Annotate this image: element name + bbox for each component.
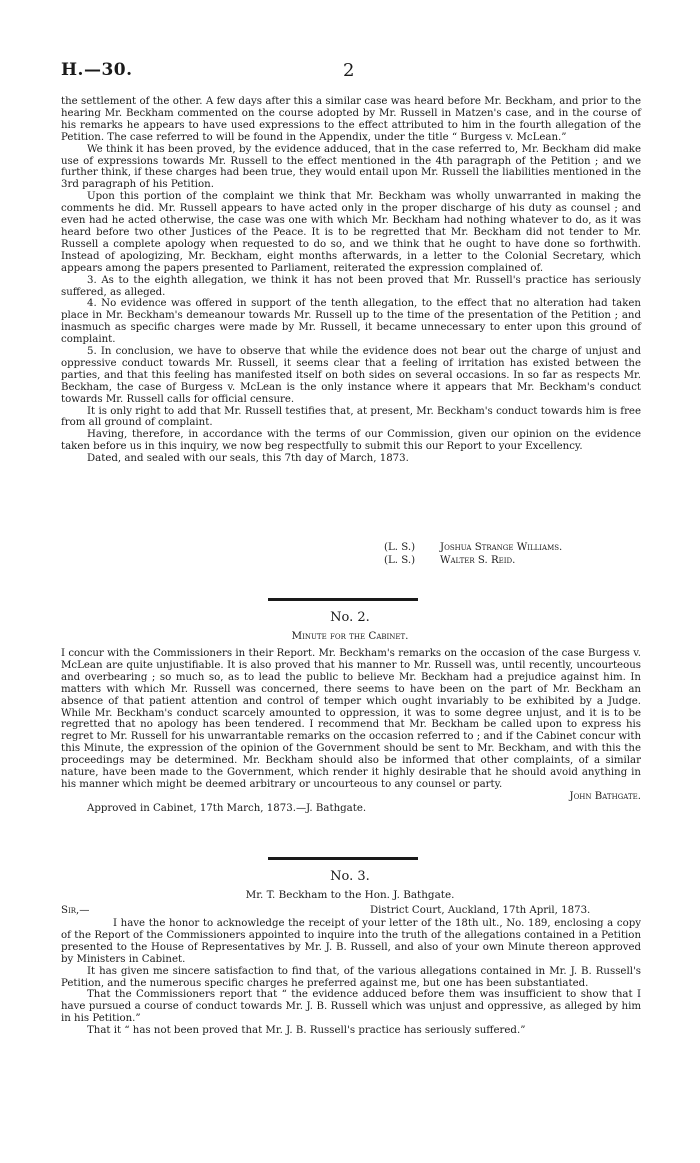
- section-divider: [268, 857, 418, 860]
- document-code: H.—30.: [61, 60, 133, 80]
- section-divider: [268, 598, 418, 601]
- minute-body: [61, 648, 641, 815]
- paragraph: It has given me sincere satisfaction to find that, of the various allegations contained in Mr. J. B. Russell's Petition, and the numerous specific charges he preferred against me, but one has been substantiated.: [61, 965, 641, 989]
- letter-body: [61, 918, 641, 1037]
- paragraph: 3. As to the eighth allegation, we think it has not been proved that Mr. Russell's practice has seriously suffered, as alleged.: [61, 274, 641, 298]
- paragraph: I concur with the Commissioners in their Report. Mr. Beckham's remarks on the occasion of the case Burgess v. McLean are quite unjustifiable. It is also proved that his manner to Mr. Russell was, until recently, uncourteous and overbearing ; so much so, as to lead the public to believe Mr. Beckham had a prejudice against him. In matters with which Mr. Russell was concerned, there seems to have been on the part of Mr. Beckham an absence of that patient attention and control of temper which ought invariably to be exhibited by a Judge. While Mr. Beckham's conduct scarcely amounted to oppression, it was to some degree unjust, and it is to be regretted that no apology has been tendered. I recommend that Mr. Beckham be called upon to express his regret to Mr. Russell for his unwarrantable remarks on the occasion referred to ; and if the Cabinet concur with this Minute, the expression of the opinion of the Government should be sent to Mr. Beckham, and with this the proceedings may be determined. Mr. Beckham should also be informed that other complaints, of a similar nature, have been made to the Government, which render it highly desirable that he should avoid anything in his manner which might be deemed arbitrary or uncourteous to any counsel or party.: [61, 648, 642, 790]
- document-number: No. 2.: [330, 610, 370, 625]
- paragraph: We think it has been proved, by the evidence adduced, that in the case referred to, Mr. Beckham did make use of expressions towards Mr. Russell to the effect mentioned in the 4th paragraph of the Petition ; and we further think, if these charges had been true, they would entail upon Mr. Russell the liabilities mentioned in the 3rd paragraph of his Petition.: [61, 143, 641, 191]
- paragraph: That the Commissioners report that “ the evidence adduced before them was insufficient to show that I have pursued a course of conduct towards Mr. J. B. Russell which was unjust and oppressive, as alleged by him in his Petition.”: [61, 989, 641, 1025]
- paragraph: Dated, and sealed with our seals, this 7th day of March, 1873.: [87, 453, 409, 465]
- paragraph: I have the honor to acknowledge the receipt of your letter of the 18th ult., No. 189, enclosing a copy of the Report of the Commissioners appointed to inquire into the truth of the allegations contained in a Petition presented to the House of Representatives by Mr. J. B. Russell, and also of your own Minute thereon approved by Ministers in Cabinet.: [61, 918, 641, 965]
- paragraph: Having, therefore, in accordance with the terms of our Commission, given our opinion on the evidence taken before us in this inquiry, we now beg respectfully to submit this our Report to your Excellency.: [61, 429, 641, 453]
- paragraph: That it “ has not been proved that Mr. J. B. Russell's practice has seriously suffered.”: [87, 1025, 526, 1037]
- report-body: [61, 96, 641, 465]
- seal-mark: (L. S.): [384, 542, 416, 553]
- document-title: Minute for the Cabinet.: [291, 630, 409, 642]
- salutation: Sir,—: [61, 905, 90, 916]
- paragraph: the settlement of the other. A few days after this a similar case was heard before Mr. Beckham, and prior to the hearing Mr. Beckham commented on the course adopted by Mr. Russell in Matzen's case, and in the course of his remarks he appears to have used expressions to the effect attributed to him in the fourth allegation of the Petition. The case referred to will be found in the Appendix, under the title “ Burgess v. McLean.”: [61, 96, 641, 143]
- signatory-name: Walter S. Reid.: [440, 555, 516, 566]
- paragraph: 5. In conclusion, we have to observe that while the evidence does not bear out the charge of unjust and oppressive conduct towards Mr. Russell, it seems clear that a feeling of irritation has existed between the parties, and that this feeling has manifested itself on both sides on several occasions. In so far as respects Mr. Beckham, the case of Burgess v. McLean is the only instance where it appears that Mr. Beckham's conduct towards Mr. Russell calls for official censure.: [61, 346, 641, 405]
- signer: John Bathgate.: [569, 790, 641, 802]
- seal-mark: (L. S.): [384, 555, 416, 566]
- paragraph: Upon this portion of the complaint we think that Mr. Beckham was wholly unwarranted in making the comments he did. Mr. Russell appears to have acted only in the proper discharge of his duty as counsel ; and even had he acted otherwise, the case was one with which Mr. Beckham had nothing whatever to do, as it was heard before two other Justices of the Peace. It is to be regretted that Mr. Beckham did not tender to Mr. Russell a complete apology when requested to do so, and we think that he ought to have done so forthwith. Instead of apologizing, Mr. Beckham, eight months afterwards, in a letter to the Colonial Secretary, which appears among the papers presented to Parliament, reiterated the expression complained of.: [61, 191, 641, 274]
- document-number: No. 3.: [330, 869, 370, 884]
- document-title: Mr. T. Beckham to the Hon. J. Bathgate.: [245, 889, 455, 901]
- paragraph: It is only right to add that Mr. Russell testifies that, at present, Mr. Beckham's conduct towards him is free from all ground of complaint.: [61, 405, 641, 429]
- paragraph: 4. No evidence was offered in support of the tenth allegation, to the effect that no alteration had taken place in Mr. Beckham's demeanour towards Mr. Russell up to the time of the presentation of the Petition ; and inasmuch as specific charges were made by Mr. Russell, it became unnecessary to enter upon this ground of complaint.: [61, 298, 641, 346]
- letter-address: District Court, Auckland, 17th April, 1873.: [370, 905, 591, 916]
- approval-note: Approved in Cabinet, 17th March, 1873.—J. Bathgate.: [87, 802, 367, 814]
- signatory-name: Joshua Strange Williams.: [440, 542, 563, 553]
- page-number: 2: [343, 60, 355, 81]
